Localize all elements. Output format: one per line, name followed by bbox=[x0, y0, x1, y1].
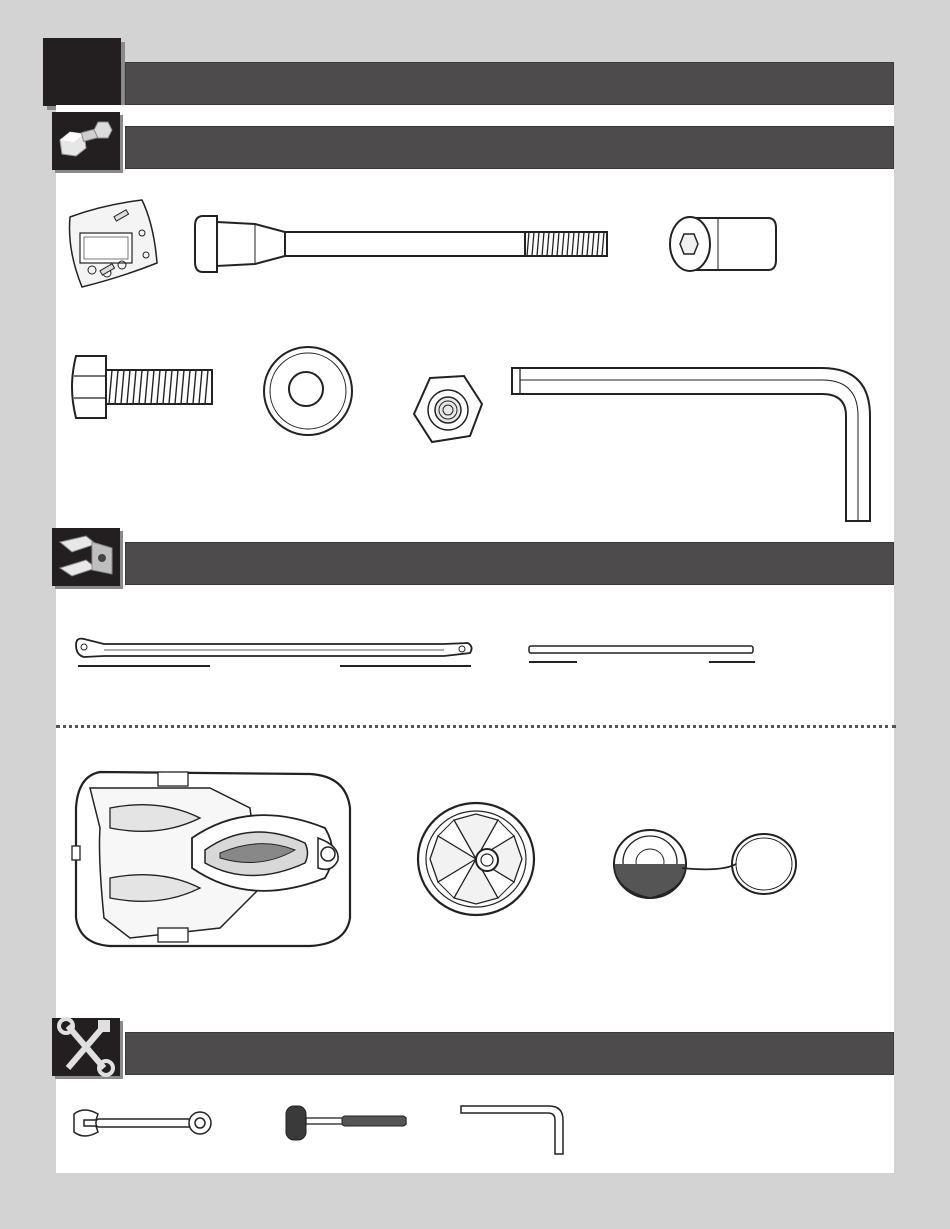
lock-nut-image bbox=[412, 374, 484, 446]
hex-bolt-image bbox=[72, 352, 217, 422]
wheel-image bbox=[414, 800, 539, 918]
hardware-bag-image bbox=[62, 195, 162, 290]
section-divider bbox=[56, 725, 896, 728]
hardware-section-bar bbox=[125, 126, 894, 169]
parts-section-bar bbox=[125, 542, 894, 585]
large-allen-key-image bbox=[510, 366, 875, 523]
portable-base-image bbox=[70, 768, 360, 950]
rubber-mallet-image bbox=[284, 1102, 409, 1144]
header-bar bbox=[125, 62, 894, 105]
socket-cap-image bbox=[668, 212, 778, 277]
small-allen-key-image bbox=[459, 1104, 569, 1156]
bracket-icon bbox=[52, 528, 120, 586]
brace-rod-image bbox=[74, 635, 474, 670]
crossed-wrench-screwdriver-icon bbox=[52, 1018, 120, 1076]
step-number-box bbox=[43, 38, 121, 106]
shoulder-bolt-image bbox=[195, 212, 615, 277]
parts-section-icon-box bbox=[52, 528, 120, 586]
hardware-section-icon-box bbox=[52, 112, 120, 170]
short-rod-image bbox=[527, 644, 757, 666]
combination-wrench-image bbox=[74, 1108, 214, 1138]
tools-section-bar bbox=[125, 1032, 894, 1075]
washer-image bbox=[262, 345, 354, 437]
bolt-nut-icon bbox=[52, 112, 120, 170]
fill-cap-image bbox=[612, 828, 802, 900]
tools-section-icon-box bbox=[52, 1018, 120, 1076]
